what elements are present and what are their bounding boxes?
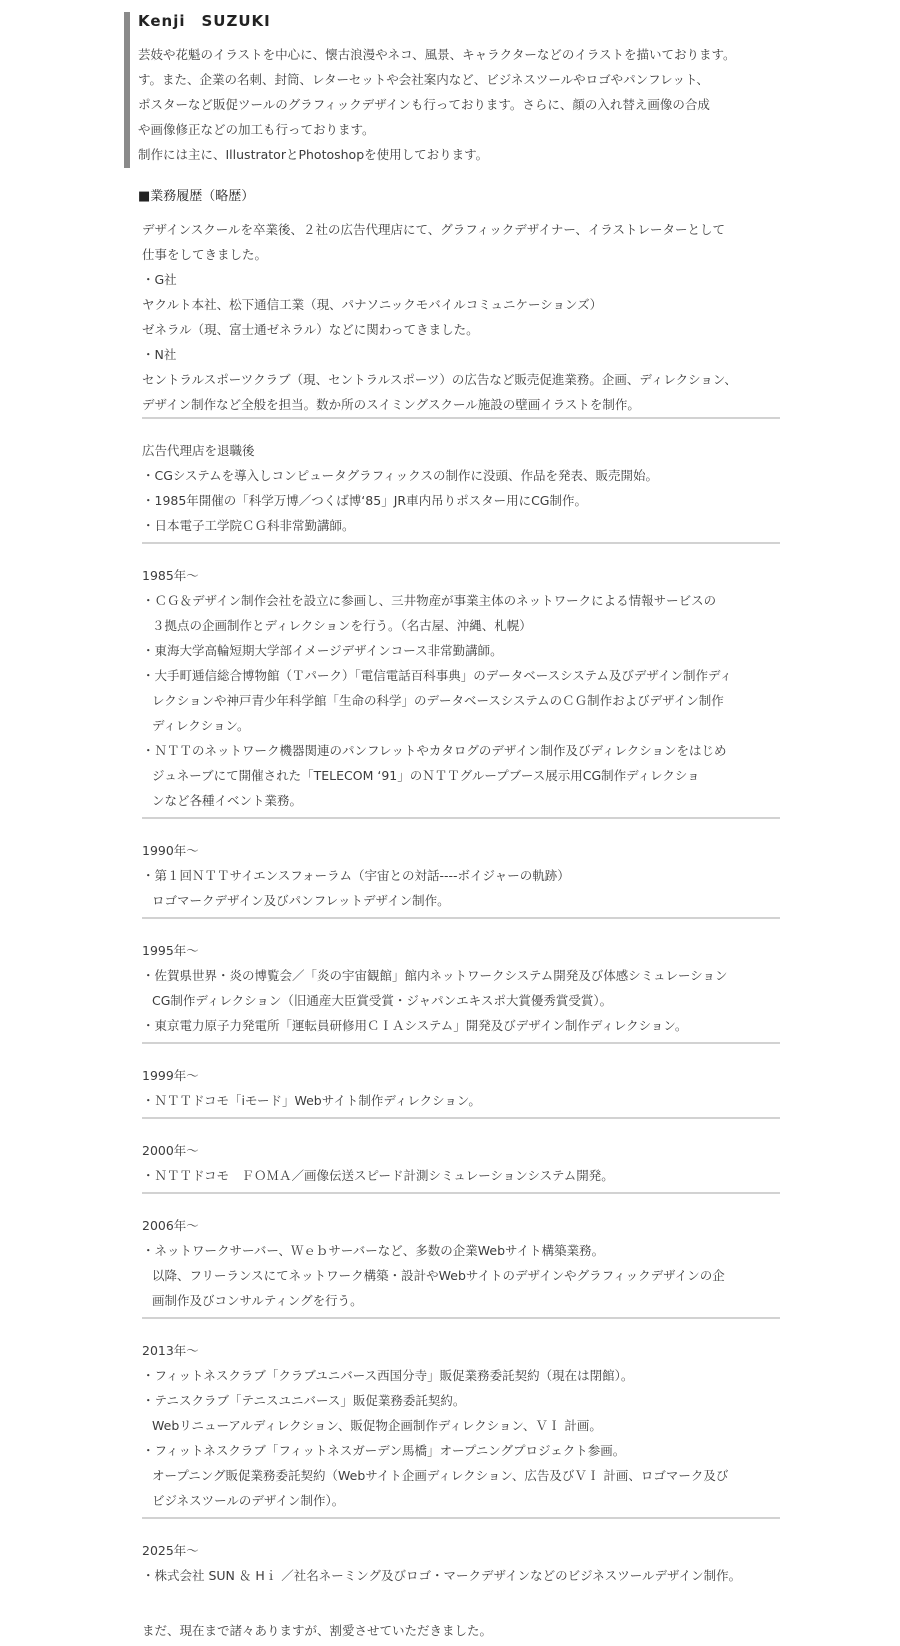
intro-text-line: ゼネラル（現、富士通ゼネラル）などに関わってきました。: [142, 322, 479, 337]
item-text-continued: ビジネスツールのデザイン制作）。: [152, 1493, 345, 1508]
item-text: ・第１回ＮＴＴサイエンスフォーラム（宇宙との対話----ボイジャーの軌跡）: [142, 868, 570, 883]
profile-name: Kenji SUZUKI: [138, 12, 271, 30]
item-text-continued: レクションや神戸青少年科学館「生命の科学」のデータベースシステムのＣＧ制作およびデザイン制作: [152, 693, 724, 708]
section-title: 広告代理店を退職後: [142, 443, 255, 458]
item-text: ・日本電子工学院ＣＧ科非常勤講師。: [142, 518, 355, 533]
profile-intro: [138, 42, 780, 167]
list-item: [142, 1088, 780, 1113]
list-item: [142, 663, 780, 738]
list-item: [142, 463, 780, 488]
section-gap: [142, 819, 780, 836]
item-text: ・テニスクラブ「テニスユニバース」販促業務委託契約。: [142, 1393, 466, 1408]
list-item: [142, 588, 780, 638]
item-text: ・フィットネスクラブ「クラブユニバース西国分寺」販促業務委託契約（現在は閉館）。: [142, 1368, 634, 1383]
list-item: [142, 963, 780, 1013]
history-sections: [142, 417, 780, 1592]
list-item: [142, 1563, 780, 1588]
section-gap: [142, 419, 780, 436]
list-item: [142, 1163, 780, 1188]
section-spacer: [142, 1588, 780, 1592]
item-text-continued: オープニング販促業務委託契約（Webサイト企画ディレクション、広告及びＶＩ 計画、ロゴマーク及び: [152, 1468, 729, 1483]
closing-note: まだ、現在まで諸々ありますが、割愛させていただきました。: [142, 1623, 493, 1638]
history-section: [142, 1536, 780, 1588]
intro-text-line: ・N社: [142, 347, 177, 362]
item-text-continued: ンなど各種イベント業務。: [152, 793, 303, 808]
list-item: [142, 863, 780, 913]
item-text-continued: ロゴマークデザイン及びパンフレットデザイン制作。: [152, 893, 450, 908]
intro-line: す。また、企業の名刺、封筒、レターセットや会社案内など、ビジネスツールやロゴやパンフレット、: [138, 72, 709, 87]
item-text: ・ＣＧ＆デザイン制作会社を設立に参画し、三井物産が事業主体のネットワークによる情報サービスの: [142, 593, 717, 608]
section-title: 1990年～: [142, 843, 199, 858]
intro-text-line: ・G社: [142, 272, 177, 287]
section-title: 1995年～: [142, 943, 199, 958]
section-title: 2000年～: [142, 1143, 199, 1158]
item-text: ・ＮＴＴドコモ「iモード」Webサイト制作ディレクション。: [142, 1093, 481, 1108]
section-gap: [142, 1519, 780, 1536]
list-item: [142, 513, 780, 538]
item-text: ・東海大学高輪短期大学部イメージデザインコース非常勤講師。: [142, 643, 503, 658]
list-item: [142, 488, 780, 513]
item-text: ・1985年開催の「科学万博／つくば博‘85」JR車内吊りポスター用にCG制作。: [142, 493, 587, 508]
item-text: ・佐賀県世界・炎の博覧会／「炎の宇宙観館」館内ネットワークシステム開発及び体感シミュレーション: [142, 968, 728, 983]
history-content: [142, 217, 780, 1643]
item-text: ・ＮＴＴドコモ ＦＯＭＡ／画像伝送スピード計測シミュレーションシステム開発。: [142, 1168, 614, 1183]
history-section: [142, 561, 780, 813]
accent-bar: [124, 12, 130, 168]
intro-text-line: ヤクルト本社、松下通信工業（現、パナソニックモバイルコミュニケーションズ）: [142, 297, 603, 312]
history-heading: ■業務履歴（略歴）: [138, 189, 255, 204]
item-text: ・大手町逓信総合博物館（Ｔパーク）「電信電話百科事典」のデータベースシステム及びデザイン制作ディ: [142, 668, 733, 683]
section-title: 1985年～: [142, 568, 199, 583]
list-item: [142, 1388, 780, 1438]
intro-text-line: セントラルスポーツクラブ（現、セントラルスポーツ）の広告など販売促進業務。企画、ディレクション、: [142, 372, 737, 387]
intro-line: ポスターなど販促ツールのグラフィックデザインも行っております。さらに、顔の入れ替え画像の合成: [138, 97, 710, 112]
list-item: [142, 1013, 780, 1038]
list-item: [142, 638, 780, 663]
history-section: [142, 1336, 780, 1513]
history-section: [142, 1136, 780, 1188]
item-text-continued: Webリニューアルディレクション、販促物企画制作ディレクション、ＶＩ 計画。: [152, 1418, 602, 1433]
section-title: 2006年～: [142, 1218, 199, 1233]
item-text: ・フィットネスクラブ「フィットネスガーデン馬橋」オープニングプロジェクト参画。: [142, 1443, 626, 1458]
intro-text-line: デザインスクールを卒業後、２社の広告代理店にて、グラフィックデザイナー、イラストレーターとして: [142, 222, 726, 237]
item-text: ・CGシステムを導入しコンピュータグラフィックスの制作に没頭、作品を発表、販売開始。: [142, 468, 659, 483]
section-gap: [142, 1119, 780, 1136]
item-text: ・ネットワークサーバー、Ｗｅｂサーバーなど、多数の企業Webサイト構築業務。: [142, 1243, 605, 1258]
history-section: [142, 936, 780, 1038]
section-gap: [142, 1044, 780, 1061]
section-gap: [142, 1194, 780, 1211]
item-text-continued: ディレクション。: [152, 718, 250, 733]
list-item: [142, 1238, 780, 1313]
section-gap: [142, 1319, 780, 1336]
intro-text-line: 仕事をしてきました。: [142, 247, 268, 262]
item-text-continued: CG制作ディレクション（旧通産大臣賞受賞・ジャパンエキスポ大賞優秀賞受賞）。: [152, 993, 613, 1008]
history-section: [142, 436, 780, 538]
item-text: ・ＮＴＴのネットワーク機器関連のパンフレットやカタログのデザイン制作及びディレクションをはじめ: [142, 743, 727, 758]
section-gap: [142, 544, 780, 561]
section-title: 2013年～: [142, 1343, 199, 1358]
history-intro: [142, 217, 780, 417]
profile-page: [124, 0, 780, 1643]
intro-line: 芸妓や花魁のイラストを中心に、懐古浪漫やネコ、風景、キャラクターなどのイラストを描いております。: [138, 47, 736, 62]
item-text-continued: 画制作及びコンサルティングを行う。: [152, 1293, 363, 1308]
list-item: [142, 738, 780, 813]
item-text: ・株式会社 SUN ＆ Hｉ ／社名ネーミング及びロゴ・マークデザインなどのビジネスツールデザイン制作。: [142, 1568, 742, 1583]
profile-block: [124, 12, 780, 167]
history-section: [142, 1061, 780, 1113]
intro-text-line: デザイン制作など全般を担当。数か所のスイミングスクール施設の壁画イラストを制作。: [142, 397, 640, 412]
section-gap: [142, 919, 780, 936]
section-title: 2025年～: [142, 1543, 199, 1558]
intro-line: 制作には主に、IllustratorとPhotoshopを使用しております。: [138, 147, 489, 162]
item-text-continued: ジュネーブにて開催された「TELECOM ‘91」のＮＴＴグループブース展示用CG制作ディレクショ: [152, 768, 700, 783]
intro-line: や画像修正などの加工も行っております。: [138, 122, 375, 137]
item-text-continued: 以降、フリーランスにてネットワーク構築・設計やWebサイトのデザインやグラフィックデザインの企: [152, 1268, 725, 1283]
item-text-continued: ３拠点の企画制作とディレクションを行う。（名古屋、沖縄、札幌）: [152, 618, 532, 633]
history-section: [142, 1211, 780, 1313]
list-item: [142, 1438, 780, 1513]
history-section: [142, 836, 780, 913]
section-title: 1999年～: [142, 1068, 199, 1083]
list-item: [142, 1363, 780, 1388]
item-text: ・東京電力原子力発電所「運転員研修用ＣＩＡシステム」開発及びデザイン制作ディレクション。: [142, 1018, 688, 1033]
